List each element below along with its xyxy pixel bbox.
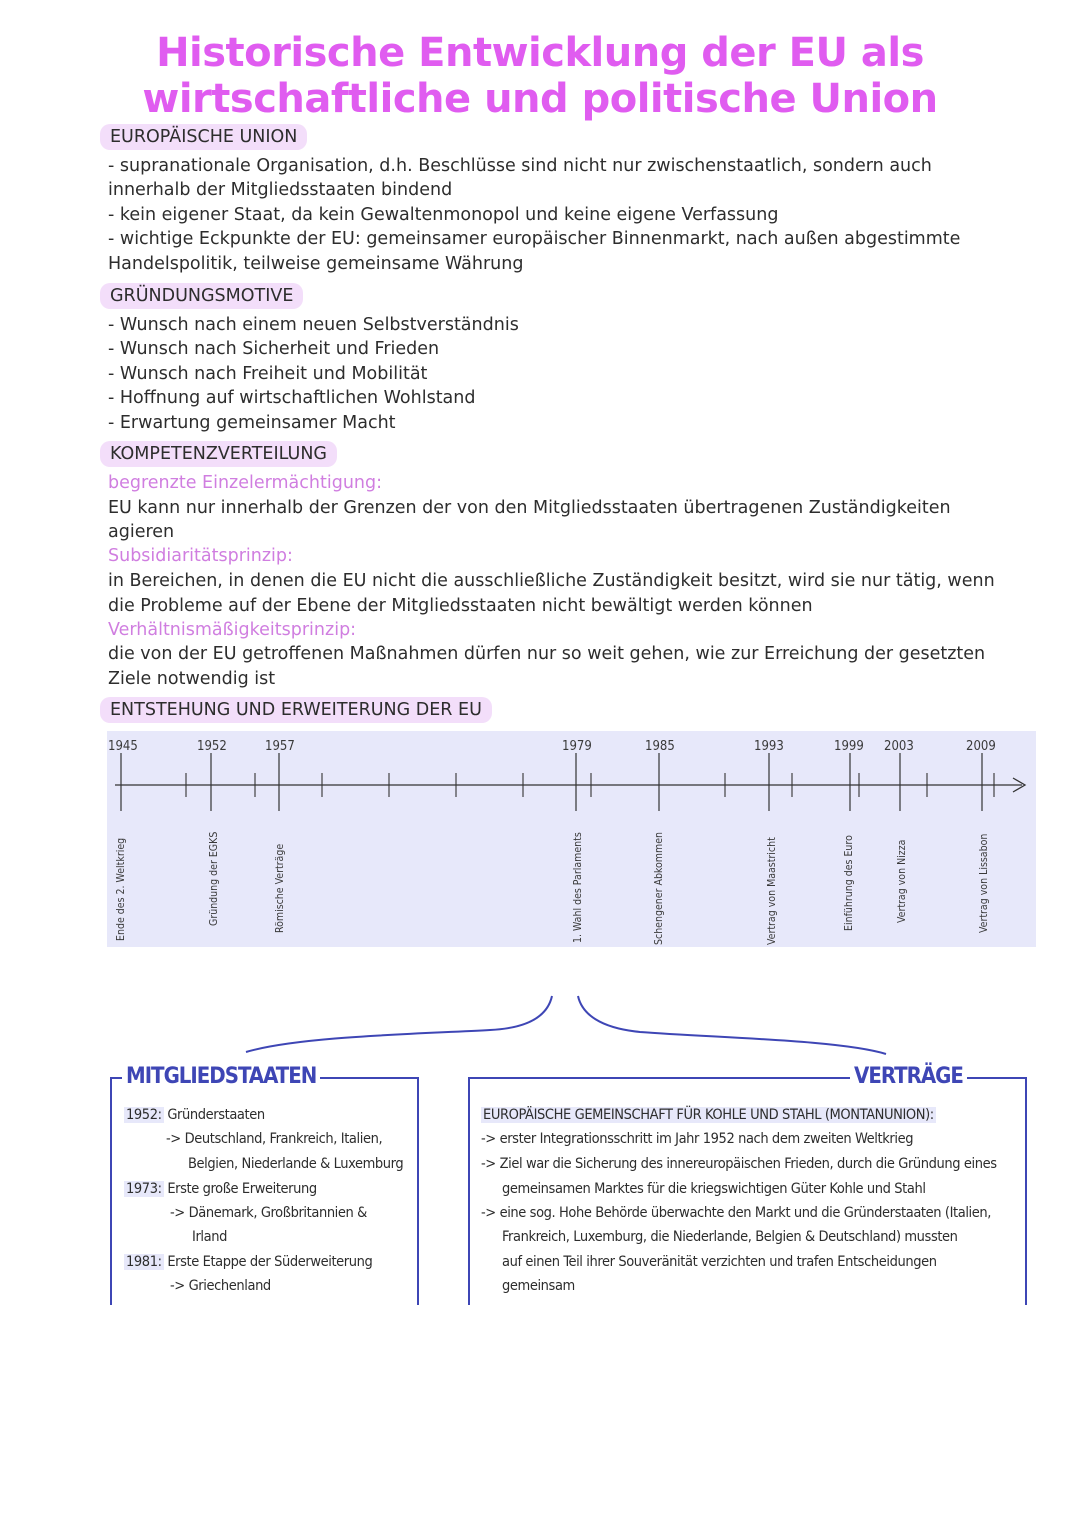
timeline-year: 1952 [197, 739, 227, 754]
motive-3: - Wunsch nach Freiheit und Mobilität [108, 364, 428, 384]
title-line-2: wirtschaftliche und politische Union [142, 76, 938, 122]
timeline-year: 1985 [645, 739, 675, 754]
members-entry-1952 [124, 1107, 265, 1123]
timeline-event-label: Schengener Abkommen [653, 831, 665, 945]
competence-text-1b: agieren [108, 522, 175, 542]
timeline-event-label: Vertrag von Nizza [896, 839, 908, 923]
heading-eu: EUROPÄISCHE UNION [100, 124, 307, 150]
treaties-line-1: -> erster Integrationsschritt im Jahr 1952 nach dem zweiten Weltkrieg [481, 1131, 914, 1147]
heading-competence: KOMPETENZVERTEILUNG [100, 441, 337, 467]
eu-line-5: Handelspolitik, teilweise gemeinsame Währung [108, 254, 524, 274]
timeline-event-label: Vertrag von Maastricht [766, 837, 778, 945]
timeline-event-1985 [645, 739, 675, 945]
competence-text-2b: die Probleme auf der Ebene der Mitgliedsstaaten nicht bewältigt werden können [108, 596, 813, 616]
timeline-year: 1993 [754, 739, 784, 754]
competence-text-3b: Ziele notwendig ist [108, 669, 276, 689]
year-badge-1981: 1981: [126, 1254, 162, 1270]
treaties-line-5: Frankreich, Luxemburg, die Niederlande, Belgien & Deutschland) mussten [502, 1229, 958, 1245]
term-einzelermaechtigung: begrenzte Einzelermächtigung: [108, 473, 383, 493]
treaties-line-7: gemeinsam [502, 1278, 575, 1294]
members-1952-line-2: Belgien, Niederlande & Luxemburg [188, 1156, 404, 1172]
competence-text-2a: in Bereichen, in denen die EU nicht die ausschließliche Zuständigkeit besitzt, wird sie nur tätig, wenn [108, 571, 995, 591]
motive-2: - Wunsch nach Sicherheit und Frieden [108, 339, 440, 359]
timeline-year: 1999 [834, 739, 864, 754]
timeline-event-label: Ende des 2. Weltkrieg [115, 837, 127, 941]
timeline-event-1952 [197, 739, 227, 926]
members-1973-line-2: Irland [192, 1229, 227, 1245]
members-title: MITGLIEDSTAATEN [122, 1064, 320, 1089]
heading-motives: GRÜNDUNGSMOTIVE [100, 283, 303, 309]
timeline-year: 1945 [108, 739, 138, 754]
timeline-svg [107, 731, 1036, 947]
page-title [0, 30, 1080, 122]
members-1973-title: Erste große Erweiterung [167, 1181, 317, 1197]
competence-text-1a: EU kann nur innerhalb der Grenzen der von den Mitgliedsstaaten übertragenen Zuständigkeiten [108, 498, 951, 518]
timeline-event-label: Vertrag von Lissabon [978, 833, 990, 933]
timeline-year: 1979 [562, 739, 592, 754]
year-badge-1973: 1973: [126, 1181, 162, 1197]
timeline [107, 731, 1036, 947]
timeline-event-1945 [108, 739, 138, 941]
treaties-heading [481, 1107, 936, 1123]
timeline-event-label: 1. Wahl des Parlaments [572, 832, 584, 943]
eu-line-2: innerhalb der Mitgliedsstaaten bindend [108, 180, 453, 200]
timeline-event-1957 [265, 739, 295, 933]
timeline-year: 2009 [966, 739, 996, 754]
competence-text-3a: die von der EU getroffenen Maßnahmen dürfen nur so weit gehen, wie zur Erreichung der gesetzten [108, 644, 986, 664]
motive-1: - Wunsch nach einem neuen Selbstverständnis [108, 315, 519, 335]
members-entry-1981 [124, 1254, 372, 1270]
heading-history: ENTSTEHUNG UND ERWEITERUNG DER EU [100, 697, 492, 723]
title-line-1: Historische Entwicklung der EU als [156, 30, 924, 76]
timeline-year: 1957 [265, 739, 295, 754]
treaties-line-3: gemeinsamen Marktes für die kriegswichtigen Güter Kohle und Stahl [502, 1181, 926, 1197]
timeline-event-label: Gründung der EGKS [208, 831, 220, 926]
timeline-event-2003 [884, 739, 914, 923]
treaties-line-4: -> eine sog. Hohe Behörde überwachte den Markt und die Gründerstaaten (Italien, [481, 1205, 992, 1221]
timeline-event-label: Einführung des Euro [843, 835, 855, 931]
curly-brace [240, 990, 900, 1060]
timeline-event-1999 [834, 739, 864, 931]
members-entry-1973 [124, 1181, 317, 1197]
year-badge-1952: 1952: [126, 1107, 162, 1123]
members-1952-title: Gründerstaaten [167, 1107, 265, 1123]
members-1981-line-1: -> Griechenland [170, 1278, 271, 1294]
motive-5: - Erwartung gemeinsamer Macht [108, 413, 396, 433]
treaties-line-6: auf einen Teil ihrer Souveränität verzichten und trafen Entscheidungen [502, 1254, 937, 1270]
treaties-heading-text: EUROPÄISCHE GEMEINSCHAFT FÜR KOHLE UND STAHL (MONTANUNION): [483, 1107, 934, 1123]
eu-line-3: - kein eigener Staat, da kein Gewaltenmonopol und keine eigene Verfassung [108, 205, 779, 225]
term-subsidiaritaet: Subsidiaritätsprinzip: [108, 546, 293, 566]
treaties-title: VERTRÄGE [850, 1064, 967, 1089]
timeline-event-label: Römische Verträge [274, 843, 286, 933]
timeline-event-1993 [754, 739, 784, 945]
eu-line-4: - wichtige Eckpunkte der EU: gemeinsamer europäischer Binnenmarkt, nach außen abgestimmte [108, 229, 961, 249]
term-verhaeltnismaessigkeit: Verhältnismäßigkeitsprinzip: [108, 620, 357, 640]
timeline-axis [115, 773, 1025, 797]
members-1952-line-1: -> Deutschland, Frankreich, Italien, [166, 1131, 383, 1147]
treaties-line-2: -> Ziel war die Sicherung des innereuropäischen Frieden, durch die Gründung eines [481, 1156, 997, 1172]
eu-line-1: - supranationale Organisation, d.h. Beschlüsse sind nicht nur zwischenstaatlich, sondern auch [108, 156, 932, 176]
timeline-event-1979 [562, 739, 592, 943]
motive-4: - Hoffnung auf wirtschaftlichen Wohlstand [108, 388, 476, 408]
timeline-year: 2003 [884, 739, 914, 754]
timeline-event-2009 [966, 739, 996, 933]
members-1981-title: Erste Etappe der Süderweiterung [167, 1254, 373, 1270]
members-1973-line-1: -> Dänemark, Großbritannien & [170, 1205, 367, 1221]
